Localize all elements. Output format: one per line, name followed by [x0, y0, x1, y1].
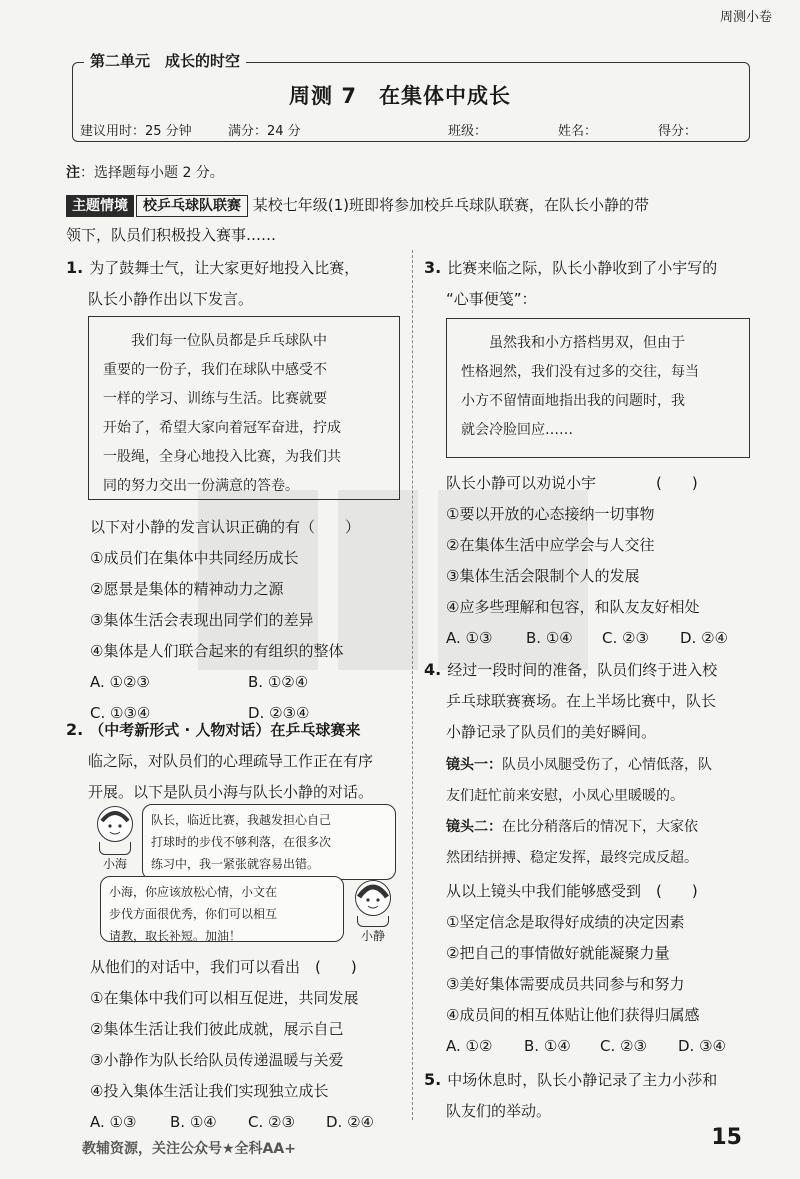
q1-option-c[interactable]: C. ①③④: [90, 704, 151, 722]
theme-sub: 校乒乓球队联赛: [136, 195, 248, 217]
q2-stem-2: 临之际，对队员们的心理疏导工作正在有序: [88, 752, 374, 770]
question-1: [66, 252, 406, 315]
q5-number: 5.: [424, 1070, 442, 1089]
q3-item: ②在集体生活中应学会与人交往: [446, 536, 655, 554]
q4-number: 4.: [424, 660, 442, 679]
q4-stem-1: 经过一段时间的准备，队员们终于进入校: [447, 661, 718, 679]
q4-stem-3: 小静记录了队员们的美好瞬间。: [446, 723, 657, 741]
q4-shots: [446, 750, 766, 874]
q1-item: ③集体生活会表现出同学们的差异: [90, 611, 314, 629]
q5-stem-1: 中场休息时，队长小静记录了主力小莎和: [447, 1071, 718, 1089]
q4-item: ①坚定信念是取得好成绩的决定因素: [446, 913, 685, 931]
q1-item: ②愿景是集体的精神动力之源: [90, 580, 284, 598]
q1-quote-line: 一样的学习、训练与生活。比赛就要: [103, 391, 327, 407]
q3-option-a[interactable]: A. ①③: [446, 629, 493, 647]
corner-tag: 周测小卷: [719, 10, 772, 25]
q1-quote-line: 一股绳，全身心地投入比赛，为我们共: [103, 449, 341, 465]
q4-item: ②把自己的事情做好就能凝聚力量: [446, 944, 670, 962]
question-3: [424, 252, 764, 315]
page-number: 15: [711, 1125, 742, 1150]
q3-quote-line: 小方不留情面地指出我的问题时，我: [461, 393, 685, 409]
note: [66, 162, 224, 182]
q2-number: 2.: [66, 720, 84, 739]
q3-quote-box: [446, 318, 750, 458]
q3-stem-2: “心事便笺”：: [446, 290, 537, 308]
footer-source: 教辅资源，关注公众号★全科AA+: [82, 1141, 296, 1157]
q1-quote-line: 同的努力交出一份满意的答卷。: [103, 478, 299, 494]
q4-stem-2: 乒乓球联赛赛场。在上半场比赛中，队长: [446, 692, 717, 710]
shot1-text-2: 友们赶忙前来安慰，小凤心里暖暖的。: [446, 788, 684, 804]
q4-item: ③美好集体需要成员共同参与和努力: [446, 975, 685, 993]
q3-option-b[interactable]: B. ①④: [526, 629, 573, 647]
person-xiaojing: [350, 880, 396, 944]
q1-number: 1.: [66, 258, 84, 277]
theme-text-2: 领下，队员们积极投入赛事……: [66, 226, 277, 244]
q3-number: 3.: [424, 258, 442, 277]
question-4: [424, 654, 768, 748]
note-prefix: 注: [66, 165, 80, 181]
q5-stem-2: 队友们的举动。: [446, 1102, 552, 1120]
question-5: [424, 1064, 768, 1127]
q4-option-d[interactable]: D. ③④: [678, 1037, 726, 1055]
q1-item: ①成员们在集体中共同经历成长: [90, 549, 299, 567]
shot2-text-2: 然团结拼搏、稳定发挥，最终完成反超。: [446, 850, 698, 866]
unit-label: 第二单元 成长的时空: [84, 50, 246, 71]
q2-option-a[interactable]: A. ①③: [90, 1113, 137, 1131]
q3-quote-line: 虽然我和小方搭档男双，但由于: [489, 335, 685, 351]
q3-quote-line: 性格迥然，我们没有过多的交往，每当: [461, 364, 699, 380]
q1-item: ④集体是人们联合起来的有组织的整体: [90, 642, 344, 660]
q3-body: [446, 468, 766, 654]
question-2: [66, 714, 410, 808]
column-divider: [412, 250, 413, 1120]
note-text: ：选择题每小题 2 分。: [80, 165, 224, 181]
q1-stem-1: 为了鼓舞士气，让大家更好地投入比赛，: [89, 259, 360, 277]
meta-score: 满分：24 分: [228, 124, 301, 139]
q2-option-c[interactable]: C. ②③: [248, 1113, 295, 1131]
bubble2-line: 步伐方面很优秀，你们可以相互: [109, 907, 278, 921]
meta-got: 得分：: [658, 124, 698, 139]
q2-body: [90, 952, 410, 1138]
bubble2-line: 小海，你应该放松心情，小文在: [109, 885, 278, 899]
q1-ask: 以下对小静的发言认识正确的有（ ）: [90, 518, 361, 536]
q3-item: ①要以开放的心态接纳一切事物: [446, 505, 655, 523]
person1-name: 小海: [102, 857, 127, 871]
meta-row: [80, 120, 740, 139]
q1-quote-box: [88, 316, 400, 500]
q3-item: ④应多些理解和包容，和队友友好相处: [446, 598, 700, 616]
q2-item: ④投入集体生活让我们实现独立成长: [90, 1082, 329, 1100]
meta-name: 姓名：: [558, 124, 598, 139]
person-xiaohai: [92, 806, 138, 872]
speech-bubble-xiaojing: [100, 876, 344, 942]
shot2-text-1: 在比分稍落后的情况下，大家依: [502, 819, 698, 835]
page-title: 周测 7 在集体中成长: [289, 84, 511, 108]
q3-quote-line: 就会冷脸回应……: [461, 422, 573, 438]
q3-option-c[interactable]: C. ②③: [602, 629, 649, 647]
q1-quote-line: 重要的一份子，我们在球队中感受不: [103, 362, 327, 378]
boy-avatar-icon: [97, 806, 133, 842]
q1-quote-line: 开始了，希望大家向着冠军奋进，拧成: [103, 420, 341, 436]
q1-option-b[interactable]: B. ①②④: [248, 673, 309, 691]
q1-option-a[interactable]: A. ①②③: [90, 673, 150, 691]
q2-ask: 从他们的对话中，我们可以看出 ( ): [90, 958, 357, 976]
speech-bubble-xiaohai: [142, 804, 396, 880]
q2-stem-3: 开展。以下是队员小海与队长小静的对话。: [88, 783, 374, 801]
q4-option-a[interactable]: A. ①②: [446, 1037, 493, 1055]
q2-option-d[interactable]: D. ②④: [326, 1113, 374, 1131]
meta-class: 班级：: [448, 124, 488, 139]
q3-option-d[interactable]: D. ②④: [680, 629, 728, 647]
q2-stem-1: （中考新形式 · 人物对话）在乒乓球赛来: [89, 721, 361, 739]
girl-avatar-icon: [355, 880, 391, 916]
theme-text-1: 某校七年级(1)班即将参加校乒乓球队联赛，在队长小静的带: [252, 196, 650, 214]
q1-body: [90, 512, 410, 729]
q3-item: ③集体生活会限制个人的发展: [446, 567, 640, 585]
theme-bar: [66, 190, 756, 250]
person2-name: 小静: [360, 929, 385, 943]
q2-item: ②集体生活让我们彼此成就，展示自己: [90, 1020, 344, 1038]
q1-stem-2: 队长小静作出以下发言。: [88, 290, 254, 308]
shot1-text-1: 队员小凤腿受伤了，心情低落，队: [502, 757, 712, 773]
q2-item: ③小静作为队长给队员传递温暖与关爱: [90, 1051, 344, 1069]
q4-body: [446, 876, 766, 1062]
bubble1-line: 打球时的步伐不够利落，在很多次: [151, 835, 332, 849]
q4-item: ④成员间的相互体贴让他们获得归属感: [446, 1006, 700, 1024]
shot1-label: 镜头一：: [446, 757, 502, 773]
shot2-label: 镜头二：: [446, 819, 502, 835]
theme-tag: 主题情境: [66, 195, 134, 217]
q1-option-d[interactable]: D. ②③④: [248, 704, 310, 722]
bubble1-line: 队长，临近比赛，我越发担心自己: [151, 813, 332, 827]
bubble1-line: 练习中，我一紧张就容易出错。: [151, 857, 320, 871]
q2-item: ①在集体中我们可以相互促进，共同发展: [90, 989, 359, 1007]
q3-ask: 队长小静可以劝说小宇 ( ): [446, 474, 698, 492]
meta-time: 建议用时：25 分钟: [80, 124, 192, 139]
q2-option-b[interactable]: B. ①④: [170, 1113, 217, 1131]
q4-ask: 从以上镜头中我们能够感受到 ( ): [446, 882, 698, 900]
q1-quote-line: 我们每一位队员都是乒乓球队中: [131, 333, 327, 349]
q3-stem-1: 比赛来临之际，队长小静收到了小宇写的: [447, 259, 718, 277]
q4-option-b[interactable]: B. ①④: [524, 1037, 571, 1055]
q4-option-c[interactable]: C. ②③: [600, 1037, 647, 1055]
bubble2-line: 请教，取长补短。加油！: [109, 929, 242, 943]
